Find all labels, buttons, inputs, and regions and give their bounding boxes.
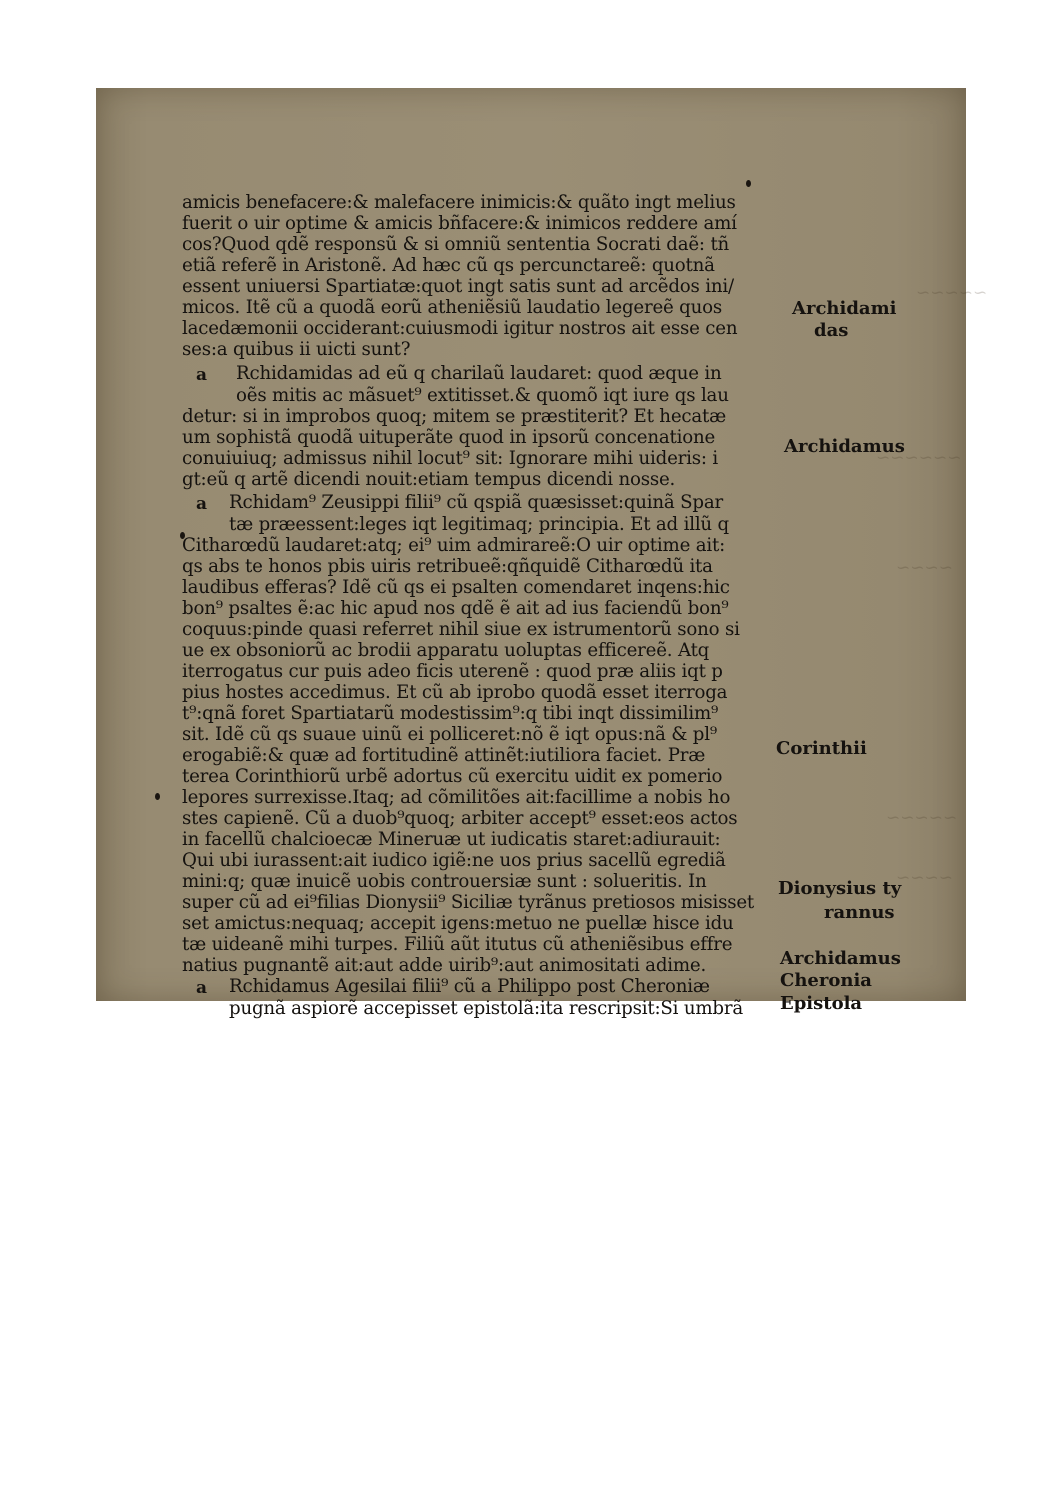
text-line: essent uniuersi Spartiatæ:quot ingt satis sunt ad arcẽdos ini/ [182,276,734,297]
text-line: fuerit o uir optime & amicis bñfacere:& inimicos reddere amí [182,213,737,234]
margin-note: Cheronia [780,970,872,991]
text-line: lepores surrexisse.Itaq; ad cõmilitões ait:facillime a nobis ho [182,787,731,808]
text-line: mini:q; quæ inuicẽ uobis controuersiæ sunt : solueritis. In [182,871,707,892]
margin-note: Archidami [792,298,897,319]
text-line: tæ uideanẽ mihi turpes. Filiũ aũt itutus cũ atheniẽsibus effre [182,934,733,955]
margin-note: Corinthii [776,738,867,759]
margin-note: Epistola [780,993,863,1014]
text-line: ses:a quibus ii uicti sunt? [182,339,411,360]
text-line: iterrogatus cur puis adeo ficis uterenẽ : quod præ aliis iqt p [182,661,723,682]
show-through-mark: ~~~~~ [916,283,988,303]
ink-dot [746,180,751,187]
text-line: erogabiẽ:& quæ ad fortitudinẽ attinẽt:iutiliora faciet. Præ [182,745,706,766]
show-through-mark: ~~~~ [896,868,953,888]
margin-note: Archidamus [780,948,901,969]
show-through-mark: ~~~~~ [886,808,958,828]
text-line: gt:eũ q artẽ dicendi nouit:etiam tempus dicendi nosse. [182,469,676,490]
margin-note: Archidamus [784,436,905,457]
text-line: micos. Itẽ cũ a quodã eorũ atheniẽsiũ laudatio legereẽ quos [182,297,723,318]
show-through-mark: ~~~~ [896,558,953,578]
text-line: natius pugnantẽ ait:aut adde uirib⁹:aut animositati adime. [182,955,707,976]
paragraph-mark: a [196,978,208,998]
paragraph-mark: a [196,494,208,514]
text-line: oẽs mitis ac mãsuet⁹ extitisset.& quomõ iqt iure qs lau [236,385,729,406]
text-line: qs abs te honos pbis uiris retribueẽ:qñquidẽ Citharœdũ ita [182,556,713,577]
text-line: ue ex obsoniorũ ac brodii apparatu uoluptas efficereẽ. Atq [182,640,710,661]
text-line: tæ præessent:leges iqt legitimaq; principia. Et ad illũ q [229,514,729,535]
text-line: etiã referẽ in Aristonẽ. Ad hæc cũ qs percunctareẽ: quotnã [182,255,715,276]
text-line: laudibus efferas? Idẽ cũ qs ei psalten comendaret inqens:hic [182,577,730,598]
text-line: Qui ubi iurassent:ait iudico igiẽ:ne uos prius sacellũ egrediã [182,850,726,871]
margin-note: rannus [824,902,895,923]
paragraph-mark: a [196,365,208,385]
margin-note: Dionysius ty [778,878,902,899]
text-line: detur: si in improbos quoq; mitem se præstiterit? Et hecatæ [182,406,727,427]
text-line: Rchidamidas ad eũ q charilaũ laudaret: quod æque in [236,363,722,384]
text-line: pugnã aspiorẽ accepisset epistolã:ita rescripsit:Si umbrã [229,998,743,1019]
ink-dot [155,793,160,800]
text-line: t⁹:qnã foret Spartiatarũ modestissim⁹:q tibi inqt dissimilim⁹ [182,703,719,724]
text-line: terea Corinthiorũ urbẽ adortus cũ exercitu uidit ex pomerio [182,766,723,787]
text-line: pius hostes accedimus. Et cũ ab iprobo quodã esset iterroga [182,682,728,703]
text-line: stes capienẽ. Cũ a duob⁹quoq; arbiter accept⁹ esset:eos actos [182,808,738,829]
text-line: in facellũ chalcioecæ Mineruæ ut iudicatis staret:adiurauit: [182,829,721,850]
text-line: lacedæmonii occiderant:cuiusmodi igitur nostros ait esse cen [182,318,738,339]
text-line: Rchidamus Agesilai filii⁹ cũ a Philippo post Cheroniæ [229,976,710,997]
text-line: cos?Quod qdẽ responsũ & si omniũ sententia Socrati daẽ: tñ [182,234,730,255]
text-line: conuiuiuq; admissus nihil locut⁹ sit: Ignorare mihi uideris: i [182,448,719,469]
margin-note: das [814,320,849,341]
text-line: coquus:pinde quasi referret nihil siue ex istrumentorũ sono si [182,619,740,640]
text-line: um sophistã quodã uituperãte quod in ipsorũ concenatione [182,427,716,448]
text-line: bon⁹ psaltes ẽ:ac hic apud nos qdẽ ẽ ait ad ius faciendũ bon⁹ [182,598,729,619]
text-line: super cũ ad ei⁹filias Dionysii⁹ Siciliæ tyrãnus pretiosos misisset [182,892,755,913]
text-line: Rchidam⁹ Zeusippi filii⁹ cũ qspiã quæsisset:quinã Spar [229,492,723,513]
book-page [96,88,988,1019]
text-line: amicis benefacere:& malefacere inimicis:& quãto ingt melius [182,192,736,213]
text-line: set amictus:nequaq; accepit igens:metuo ne puellæ hisce idu [182,913,734,934]
text-line: sit. Idẽ cũ qs suaue uinũ ei polliceret:nõ ẽ iqt opus:nã & pl⁹ [182,724,717,745]
show-through-mark: ~~~~~~ [876,448,962,468]
text-line: Citharœdũ laudaret:atq; ei⁹ uim admirareẽ:O uir optime ait: [182,535,726,556]
